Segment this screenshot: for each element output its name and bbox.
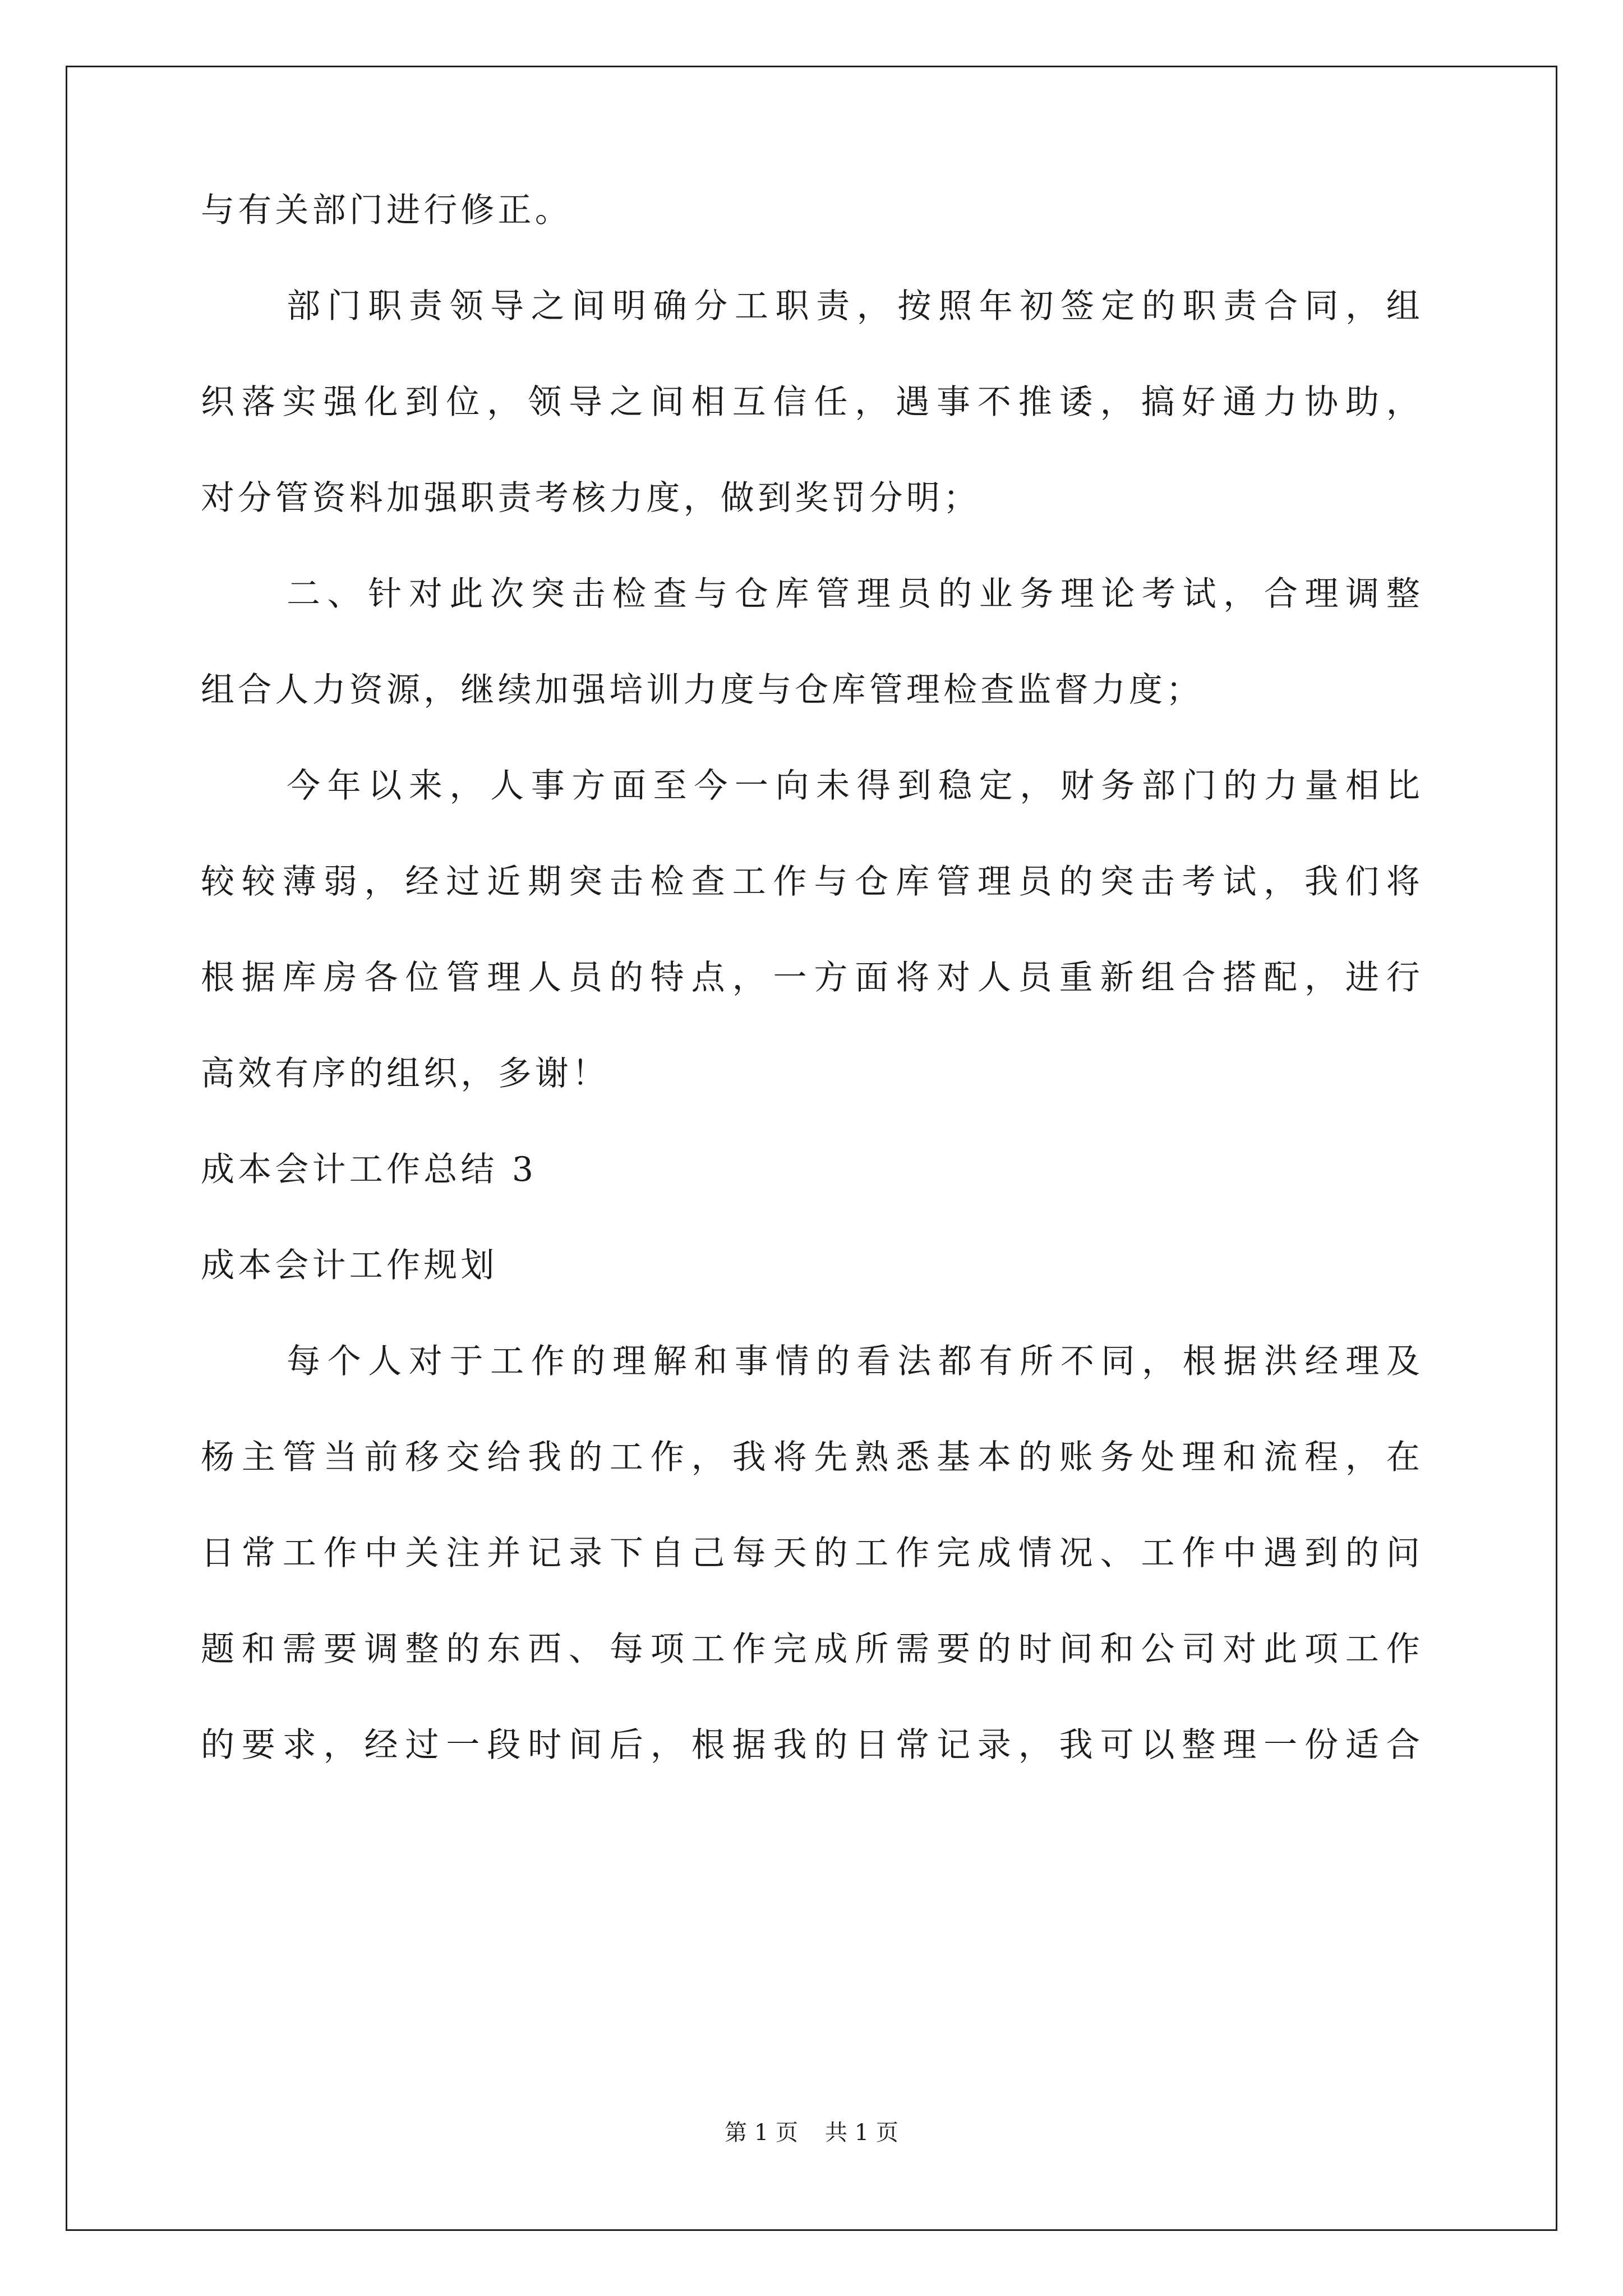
page-number: 第 1 页	[725, 2120, 798, 2146]
text-line: 日常工作中关注并记录下自己每天的工作完成情况、工作中遇到的问	[201, 1534, 1423, 1573]
paragraph-first-line: 部门职责领导之间明确分工职责，按照年初签定的职责合同，组	[287, 287, 1423, 326]
text-line: 杨主管当前移交给我的工作，我将先熟悉基本的账务处理和流程，在	[201, 1438, 1423, 1477]
section-subheading: 成本会计工作规划	[201, 1246, 498, 1285]
paragraph-first-line: 每个人对于工作的理解和事情的看法都有所不同，根据洪经理及	[287, 1342, 1423, 1381]
page-footer	[0, 2116, 1623, 2150]
text-line: 题和需要调整的东西、每项工作完成所需要的时间和公司对此项工作	[201, 1630, 1423, 1669]
paragraph-first-line: 今年以来，人事方面至今一向未得到稳定，财务部门的力量相比	[287, 766, 1423, 806]
text-line: 高效有序的组织，多谢！	[201, 1054, 610, 1093]
text-line: 较较薄弱，经过近期突击检查工作与仓库管理员的突击考试，我们将	[201, 862, 1423, 901]
text-line: 组合人力资源，继续加强培训力度与仓库管理检查监督力度；	[201, 670, 1204, 710]
text-line: 的要求，经过一段时间后，根据我的日常记录，我可以整理一份适合	[201, 1726, 1423, 1765]
paragraph-first-line: 二、针对此次突击检查与仓库管理员的业务理论考试，合理调整	[287, 574, 1423, 614]
text-line: 根据库房各位管理人员的特点，一方面将对人员重新组合搭配，进行	[201, 958, 1423, 997]
section-heading: 成本会计工作总结 3	[201, 1150, 537, 1189]
text-line: 织落实强化到位，领导之间相互信任，遇事不推诿，搞好通力协助，	[201, 383, 1423, 422]
text-line: 对分管资料加强职责考核力度，做到奖罚分明；	[201, 478, 981, 518]
text-line: 与有关部门进行修正。	[201, 191, 572, 230]
page-total: 共 1 页	[825, 2120, 898, 2146]
